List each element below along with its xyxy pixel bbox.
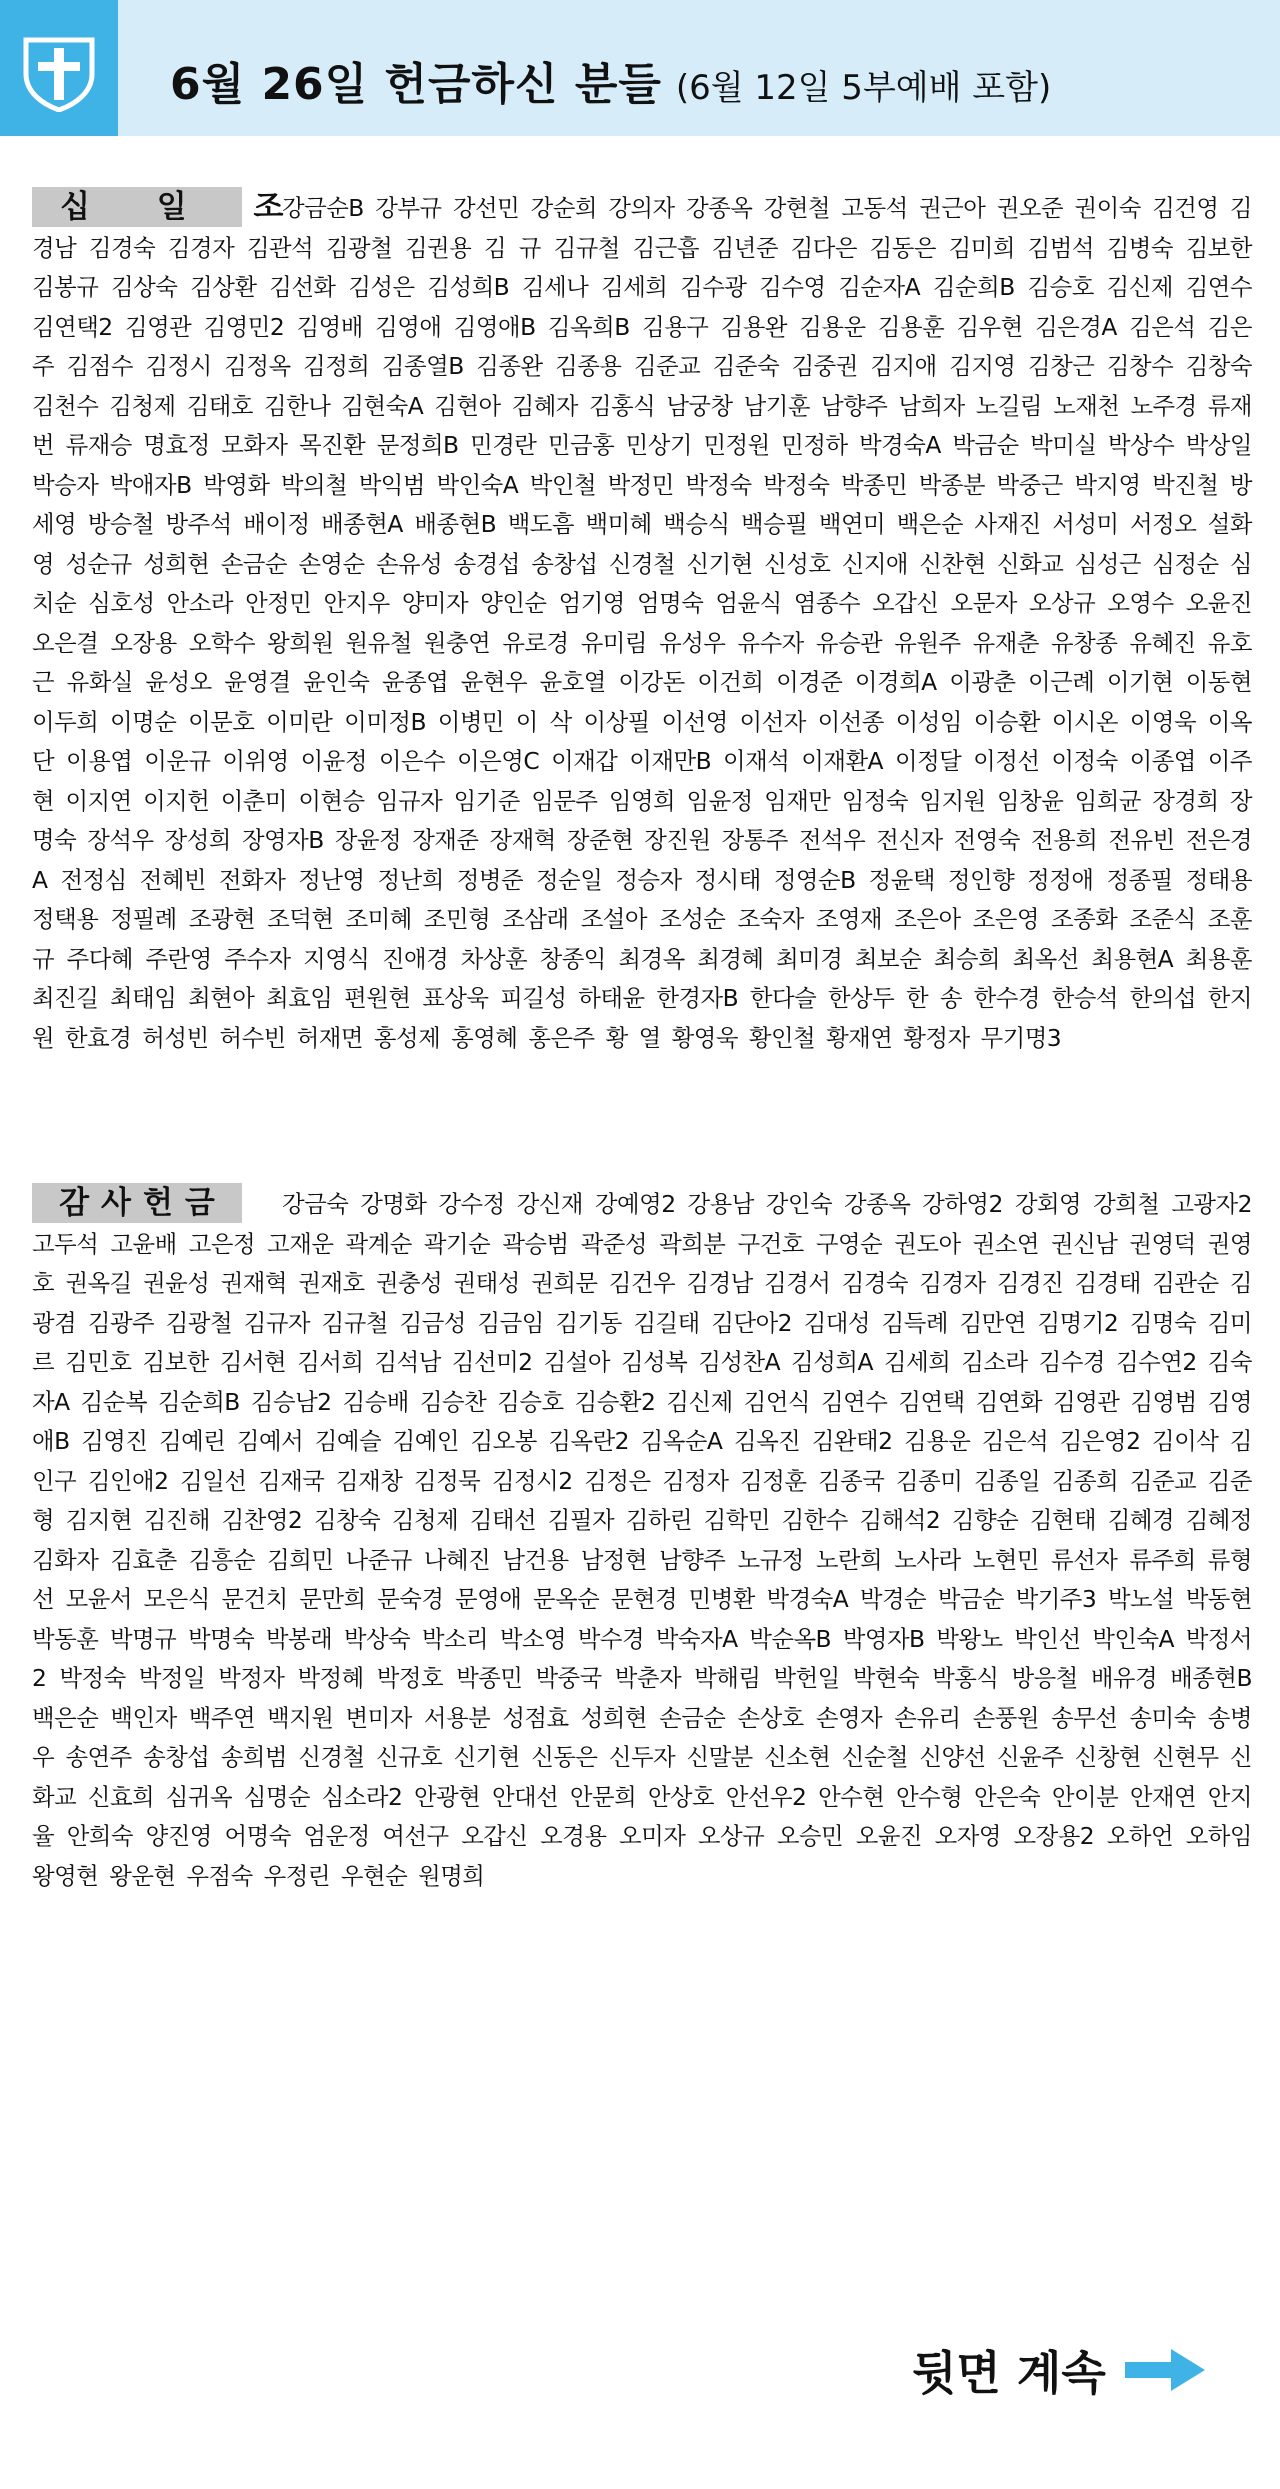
thanks-names: 강금숙 강명화 강수정 강신재 강예영2 강용남 강인숙 강종옥 강하영2 강회영 강희철 고광자2 고두석 고윤배 고은정 고재운 곽계순 곽기순 곽승범 곽준성 곽희분 구건호 구영순 권도아 권소연 권신남 권영덕 권영호 권옥길 권윤성 권재혁 권재호 권충성 권태성 권희문 김건우 김경남 김경서 김경숙 김경자 김경진 김경태 김관순 김광겸 김광주 김광철 김규자 김규철 김금성 김금임 김기동 김길태 김단아2 김대성 김득례 김만연 김명기2 김명숙 김미르 김민호 김보한 김서현 김서희 김석남 김선미2 김설아 김성복 김성찬A 김성희A 김세희 김소라 김수경 김수연2 김숙자A 김순복 김순희B 김승남2 김승배 김승찬 김승호 김승환2 김신제 김언식 김연수 김연택 김연화 김영관 김영범 김영애B 김영진 김예린 김예서 김예슬 김예인 김오봉 김옥란2 김옥순A 김옥진 김완태2 김용운 김은석 김은영2 김이삭 김인구 김인애2 김일선 김재국 김재창 김정묵 김정시2 김정은 김정자 김정훈 김종국 김종미 김종일 김종희 김준교 김준형 김지현 김진해 김찬영2 김창숙 김청제 김태선 김필자 김하린 김학민 김한수 김해석2 김향순 김현태 김혜경 김혜정 김화자 김효춘 김흥순 김희민 나준규 나혜진 남건용 남정현 남향주 노규정 노란희 노사라 노현민 류선자 류주희 류형선 모윤서 모은식 문건치 문만희 문숙경 문영애 문옥순 문현경 민병환 박경숙A 박경순 박금순 박기주3 박노설 박동현 박동훈 박명규 박명숙 박봉래 박상숙 박소리 박소영 박수경 박숙자A 박순옥B 박영자B 박왕노 박인선 박인숙A 박정서2 박정숙 박정일 박정자 박정혜 박정호 박종민 박중국 박춘자 박해림 박헌일 박현숙 박홍식 방응철 배유경 배종현B 백은순 백인자 백주연 백지원 변미자 서용분 성점효 성희현 손금순 손상호 손영자 손유리 손풍원 송무선 송미숙 송병우 송연주 송창섭 송희범 신경철 신규호 신기현 신동은 신두자 신말분 신소현 신순철 신양선 신윤주 신창현 신현무 신화교 신효희 심귀옥 심명순 심소라2 안광현 안대선 안문희 안상호 안선우2 안수현 안수형 안은숙 안이분 안재연 안지율 안희숙 양진영 어명숙 엄운정 여선구 오갑신 오경용 오미자 오상규 오승민 오윤진 오자영 오장용2 오하언 오하임 왕영현 왕운현 우점숙 우정린 우현순 원명희 [32,1190,1252,1890]
page-title: 6월 26일 헌금하신 분들 [170,59,662,110]
tithe-section [32,187,1252,1058]
thanks-label: 감사헌금 [32,1183,242,1223]
continue-label: 뒷면 계속 [912,2346,1106,2400]
page-subtitle: (6월 12일 5부예배 포함) [675,68,1052,108]
right-arrow-icon [1125,2347,1207,2393]
tithe-names: 강금순B 강부규 강선민 강순희 강의자 강종옥 강현철 고동석 권근아 권오준 권이숙 김건영 김경남 김경숙 김경자 김관석 김광철 김권용 김 규 김규철 김근흡 김년준 김다은 김동은 김미희 김범석 김병숙 김보한 김봉규 김상숙 김상환 김선화 김성은 김성희B 김세나 김세희 김수광 김수영 김순자A 김순희B 김승호 김신제 김연수 김연택2 김영관 김영민2 김영배 김영애 김영애B 김옥희B 김용구 김용완 김용운 김용훈 김우현 김은경A 김은석 김은주 김점수 김정시 김정옥 김정희 김종열B 김종완 김종용 김준교 김준숙 김중권 김지애 김지영 김창근 김창수 김창숙 김천수 김청제 김태호 김한나 김현숙A 김현아 김혜자 김홍식 남궁창 남기훈 남향주 남희자 노길림 노재천 노주경 류재번 류재승 명효정 모화자 목진환 문정희B 민경란 민금홍 민상기 민정원 민정하 박경숙A 박금순 박미실 박상수 박상일 박승자 박애자B 박영화 박의철 박익범 박인숙A 박인철 박정민 박정숙 박정숙 박종민 박종분 박중근 박지영 박진철 방세영 방승철 방주석 배이정 배종현A 배종현B 백도흠 백미혜 백승식 백승필 백연미 백은순 사재진 서성미 서정오 설화영 성순규 성희현 손금순 손영순 손유성 송경섭 송창섭 신경철 신기현 신성호 신지애 신찬현 신화교 심성근 심정순 심치순 심호성 안소라 안정민 안지우 양미자 양인순 엄기영 엄명숙 엄윤식 염종수 오갑신 오문자 오상규 오영수 오윤진 오은결 오장용 오학수 왕희원 원유철 원충연 유로경 유미림 유성우 유수자 유승관 유원주 유재춘 유창종 유혜진 유호근 유화실 윤성오 윤영결 윤인숙 윤종엽 윤현우 윤호열 이강돈 이건희 이경준 이경희A 이광춘 이근례 이기현 이동현 이두희 이명순 이문호 이미란 이미정B 이병민 이 삭 이상필 이선영 이선자 이선종 이성임 이승환 이시온 이영욱 이옥단 이용엽 이운규 이위영 이윤정 이은수 이은영C 이재갑 이재만B 이재석 이재환A 이정달 이정선 이정숙 이종엽 이주현 이지연 이지헌 이춘미 이현승 임규자 임기준 임문주 임영희 임윤정 임재만 임정숙 임지원 임창윤 임희균 장경희 장명숙 장석우 장성희 장영자B 장윤정 장재준 장재혁 장준현 장진원 장통주 전석우 전신자 전영숙 전용희 전유빈 전은경A 전정심 전혜빈 전화자 정난영 정난희 정병준 정순일 정승자 정시태 정영순B 정윤택 정인향 정정애 정종필 정태용 정택용 정필례 조광현 조덕현 조미혜 조민형 조삼래 조설아 조성순 조숙자 조영재 조은아 조은영 조종화 조준식 조훈규 주다혜 주란영 주수자 지영식 진애경 차상훈 창종익 최경옥 최경혜 최미경 최보순 최승희 최옥선 최용현A 최용훈 최진길 최태임 최현아 최효임 편원현 표상욱 피길성 하태윤 한경자B 한다슬 한상두 한 송 한수경 한승석 한의섭 한지원 한효경 허성빈 허수빈 허재면 홍성제 홍영혜 홍은주 황 열 황영욱 황인철 황재연 황정자 무기명3 [32,194,1252,1052]
logo [0,0,118,136]
header-banner [0,0,1280,136]
shield-cross-icon [20,34,98,112]
thanks-section [32,1183,1252,1896]
tithe-label: 십 일 조 [32,187,242,227]
page-title-wrap [170,48,1051,112]
continue-note [912,2337,1207,2403]
